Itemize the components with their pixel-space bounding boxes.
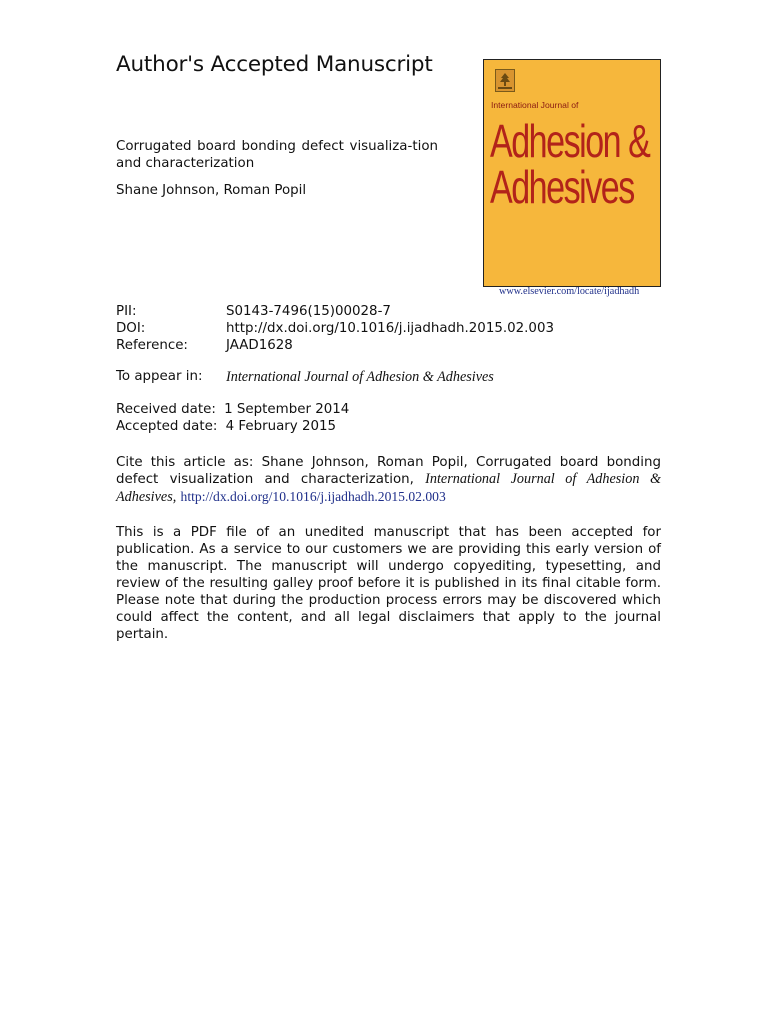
- reference-row: [116, 337, 554, 354]
- citation: [116, 454, 661, 506]
- journal-cover: [483, 59, 661, 287]
- appear-label: To appear in:: [116, 369, 203, 384]
- cover-journal-line: International Journal of: [491, 100, 579, 110]
- doi-value[interactable]: http://dx.doi.org/10.1016/j.ijadhadh.2015.02.003: [226, 321, 554, 336]
- citation-text: Cite this article as: Shane Johnson, Roman Popil, Corrugated board bonding defect visualization and characterization,: [116, 455, 661, 487]
- reference-value: JAAD1628: [226, 338, 293, 353]
- citation-doi-link[interactable]: http://dx.doi.org/10.1016/j.ijadhadh.2015.02.003: [180, 489, 446, 504]
- manuscript-notice: This is a PDF file of an unedited manuscript that has been accepted for publication. As a service to our customers we are providing this early version of the manuscript. The manuscript will undergo copyediting, typesetting, and review of the resulting galley proof before it is published in its final citable form. Please note that during the production process errors may be discovered which could affect the content, and all legal disclaimers that apply to the journal pertain.: [116, 525, 661, 642]
- page-title: Author's Accepted Manuscript: [116, 52, 433, 77]
- received-row: [116, 401, 349, 418]
- article-title: Corrugated board bonding defect visualiza-tion and characterization: [116, 139, 438, 171]
- cover-title-adhesives: Adhesives: [490, 161, 634, 213]
- article-dates: [116, 401, 349, 435]
- pii-label: PII:: [116, 304, 137, 319]
- article-metadata: [116, 303, 554, 354]
- cover-title-adhesion: Adhesion &: [490, 115, 650, 167]
- reference-label: Reference:: [116, 338, 188, 353]
- received-label: Received date:: [116, 402, 216, 417]
- appear-journal: International Journal of Adhesion & Adhesives: [226, 369, 494, 385]
- accepted-row: [116, 418, 349, 435]
- pii-row: [116, 303, 554, 320]
- doi-label: DOI:: [116, 321, 146, 336]
- doi-row: [116, 320, 554, 337]
- citation-journal: International Journal of Adhesion & Adhesives,: [116, 471, 661, 505]
- pii-value: S0143-7496(15)00028-7: [226, 304, 391, 319]
- elsevier-logo-icon: [495, 69, 515, 92]
- to-appear-in: [116, 369, 494, 386]
- received-value: 1 September 2014: [224, 402, 350, 417]
- accepted-label: Accepted date:: [116, 419, 218, 434]
- cover-url-link[interactable]: www.elsevier.com/locate/ijadhadh: [499, 286, 640, 297]
- accepted-value: 4 February 2015: [225, 419, 337, 434]
- article-authors: Shane Johnson, Roman Popil: [116, 183, 307, 198]
